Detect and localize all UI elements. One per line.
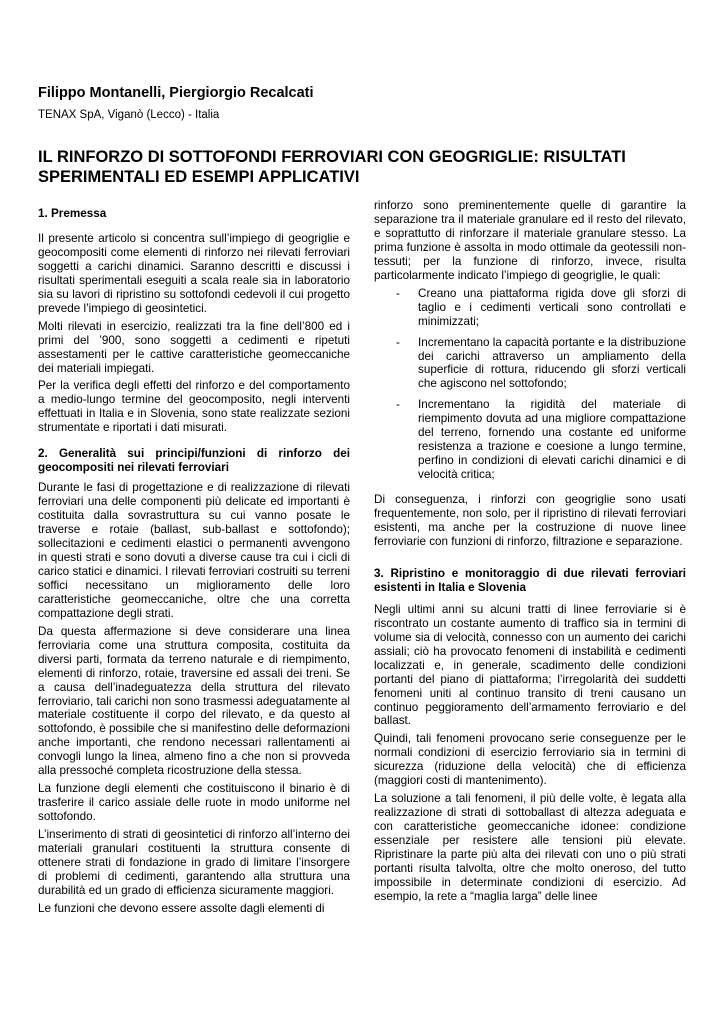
paragraph: Durante le fasi di progettazione e di realizzazione di rilevati ferroviari una delle componenti più delicate ed importanti è costituita dalla sovrastruttura su cui vanno posate le traverse e rotaie (ballast, sub-ballast e sottofondo); sollecitazioni e cedimenti elastici o permanenti avvengono in questi strati e sono dovuti a diverse cause tra cui i cicli di carico statici e dinamici. I rilevati ferroviari costruiti su terreni soffici necessitano un miglioramento delle loro caratteristiche geomeccaniche, oltre che una corretta compattazione degli strati. [38, 481, 350, 620]
list-item-text: Creano una piattaforma rigida dove gli sforzi di taglio e i cedimenti verticali sono controllati e minimizzati; [418, 286, 686, 328]
affiliation: TENAX SpA, Viganò (Lecco) - Italia [38, 109, 220, 121]
paragraph: Negli ultimi anni su alcuni tratti di linee ferroviarie si è riscontrato un costante aumento di traffico sia in termini di volume sia di velocità, connesso con un aumento dei carichi assiali; ciò ha provocato fenomeni di instabilità e cedimenti localizzati e, in generale, scadimento delle condizioni portanti del piano di piattaforma; l’irregolarità dei suddetti fenomeni uniti al continuo transito di treni causano un continuo peggioramento dell’armamento ferroviario e del ballast. [374, 602, 686, 728]
paper-title: IL RINFORZO DI SOTTOFONDI FERROVIARI CON GEOGRIGLIE: RISULTATI SPERIMENTALI ED ESEMPI APPLICATIVI [38, 148, 626, 186]
section-heading-1: 1. Premessa [38, 207, 107, 220]
paragraph: Il presente articolo si concentra sull’impiego di geogriglie e geocompositi come elementi di rinforzo nei rilevati ferroviari soggetti a carichi dinamici. Saranno descritti e discussi i risultati sperimentali eseguiti a scala reale sia in laboratorio sia su lavori di ripristino su sottofondi cedevoli il cui progetto prevede l’impiego di geosintetici. [38, 231, 350, 315]
list-item-text: Incrementano la rigidità del materiale di riempimento dovuta ad una migliore compattazione del terreno, fornendo una costante ed uniforme resistenza a trazione e coesione a lungo termine, perfino in condizioni di elevati carichi dinamici e di velocità critica; [418, 398, 686, 482]
list-item-text: Incrementano la capacità portante e la distribuzione dei carichi attraverso un ampliamento della superficie di rottura, riducendo gli sforzi verticali che agiscono nel sottofondo; [418, 335, 686, 391]
paragraph: La funzione degli elementi che costituiscono il binario è di trasferire il carico assiale delle ruote in modo uniforme nel sottofondo. [38, 782, 350, 824]
paragraph: rinforzo sono preminentemente quelle di garantire la separazione tra il materiale granulare ed il resto del rilevato, e soprattutto di rinforzare il materiale granulare stesso. La prima funzione è assolta in modo ottimale da geotessili non-tessuti; per la funzione di rinforzo, invece, risulta particolarmente indicato l’impiego di geogriglie, le quali: [374, 199, 686, 282]
list-dash: - [396, 286, 400, 300]
paragraph: Per la verifica degli effetti del rinforzo e del comportamento a medio-lungo termine del geocomposito, negli interventi effettuati in Italia e in Slovenia, sono state realizzate sezioni strumentate e riportati i dati misurati. [38, 379, 350, 435]
list-dash: - [396, 335, 400, 349]
authors: Filippo Montanelli, Piergiorgio Recalcati [38, 85, 314, 101]
list-item [374, 398, 686, 482]
list-dash: - [396, 398, 400, 412]
paragraph: Le funzioni che devono essere assolte dagli elementi di [38, 901, 325, 915]
paragraph: Molti rilevati in esercizio, realizzati tra la fine dell’800 ed i primi del ’900, sono soggetti a cedimenti e ripetuti assestamenti per le cattive caratteristiche geomeccaniche dei materiali impiegati. [38, 319, 350, 375]
paragraph: L’inserimento di strati di geosintetici di rinforzo all’interno dei materiali granulari costituenti la struttura consente di ottenere strati di fondazione in grado di limitare l’insorgere di problemi di cedimenti, garantendo alla struttura una durabilità ed un grado di efficienza sicuramente maggiori. [38, 828, 350, 897]
function-list [374, 287, 686, 482]
list-item [374, 336, 686, 392]
paragraph: La soluzione a tali fenomeni, il più delle volte, è legata alla realizzazione di strati di sottoballast di altezza adeguata e con caratteristiche geomeccaniche idonee: condizione essenziale per resistere alle tensioni più elevate. Ripristinare la parte più alta dei rilevati con uno o più strati portanti risulta talvolta, oltre che molto oneroso, del tutto impossibile in determinate condizioni di esercizio. Ad esempio, la rete a “maglia larga” delle linee [374, 792, 686, 903]
right-column [374, 199, 686, 908]
list-item [374, 287, 686, 329]
paragraph: Da questa affermazione si deve considerare una linea ferroviaria come una struttura composita, costituita da diversi parti, formata da terreno naturale e di riempimento, elementi di rinforzo, rotaie, traversine ed assali dei treni. Se a causa dell’inadeguatezza della struttura del rilevato ferroviario, tali carichi non sono trasmessi adeguatamente al materiale costituente il corpo del rilevato, e da questo al sottofondo, è possibile che si manifestino delle deformazioni anche importanti, che rendono necessari rallentamenti ai convogli lungo la linea, almeno fino a che non si provveda alla pressoché completa ricostruzione della stessa. [38, 624, 350, 778]
section-heading-2: 2. Generalità sui principi/funzioni di rinforzo dei geocompositi nei rilevati ferroviari [38, 447, 350, 475]
paragraph: Quindi, tali fenomeni provocano serie conseguenze per le normali condizioni di esercizio ferroviario sia in termini di sicurezza (riduzione della velocità) che di efficienza (maggiori costi di mantenimento). [374, 732, 686, 788]
left-column [38, 207, 350, 920]
paragraph: Di conseguenza, i rinforzi con geogriglie sono usati frequentemente, non solo, per il ripristino di rilevati ferroviari esistenti, ma anche per la costruzione di nuove linee ferroviarie con funzioni di rinforzo, filtrazione e separazione. [374, 493, 686, 548]
section-heading-3: 3. Ripristino e monitoraggio di due rilevati ferroviari esistenti in Italia e Slovenia [374, 566, 686, 594]
